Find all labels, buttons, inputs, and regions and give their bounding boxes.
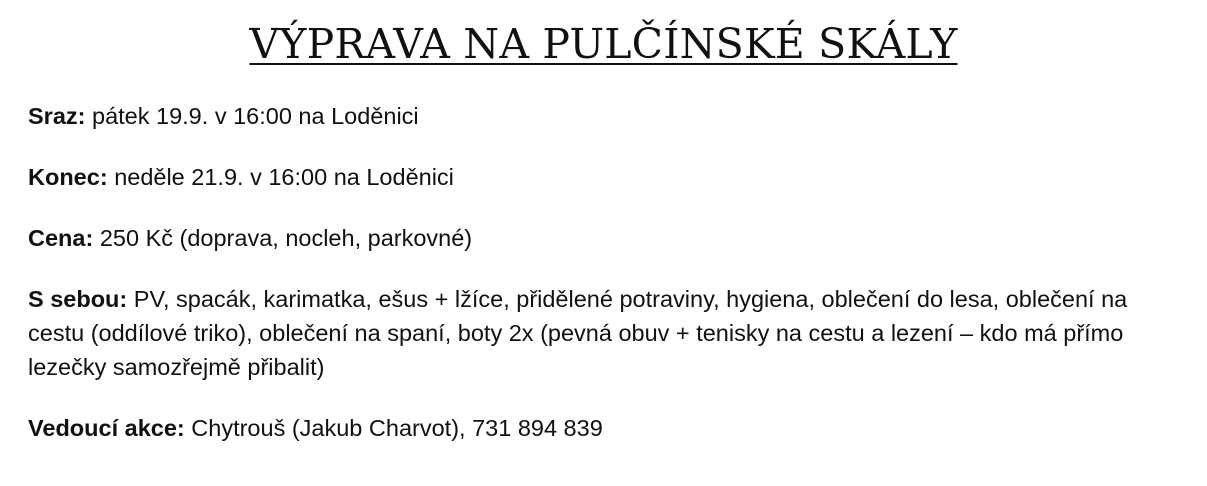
meeting-value: pátek 19.9. v 16:00 na Loděnici	[92, 103, 419, 129]
end-row	[28, 160, 1188, 194]
leader-row	[28, 411, 1188, 445]
packing-row	[28, 282, 1188, 384]
leader-value: Chytrouš (Jakub Charvot), 731 894 839	[191, 415, 603, 441]
end-label: Konec:	[28, 164, 108, 190]
price-value: 250 Kč (doprava, nocleh, parkovné)	[99, 225, 473, 251]
packing-label: S sebou:	[28, 286, 128, 312]
leader-label: Vedoucí akce:	[28, 415, 185, 441]
price-row	[28, 221, 1188, 255]
event-details	[28, 99, 1188, 472]
meeting-label: Sraz:	[28, 103, 86, 129]
end-value: neděle 21.9. v 16:00 na Loděnici	[114, 164, 454, 190]
meeting-row	[28, 99, 1188, 133]
packing-value: PV, spacák, karimatka, ešus + lžíce, přidělené potraviny, hygiena, oblečení do lesa, oblečení na cestu (oddílové triko), oblečení na spaní, boty 2x (pevná obuv + tenisky na cestu a lezení – kdo má přímo lezečky samozřejmě přibalit)	[28, 286, 1128, 380]
price-label: Cena:	[28, 225, 94, 251]
page-title: VÝPRAVA NA PULČÍNSKÉ SKÁLY	[249, 20, 958, 68]
